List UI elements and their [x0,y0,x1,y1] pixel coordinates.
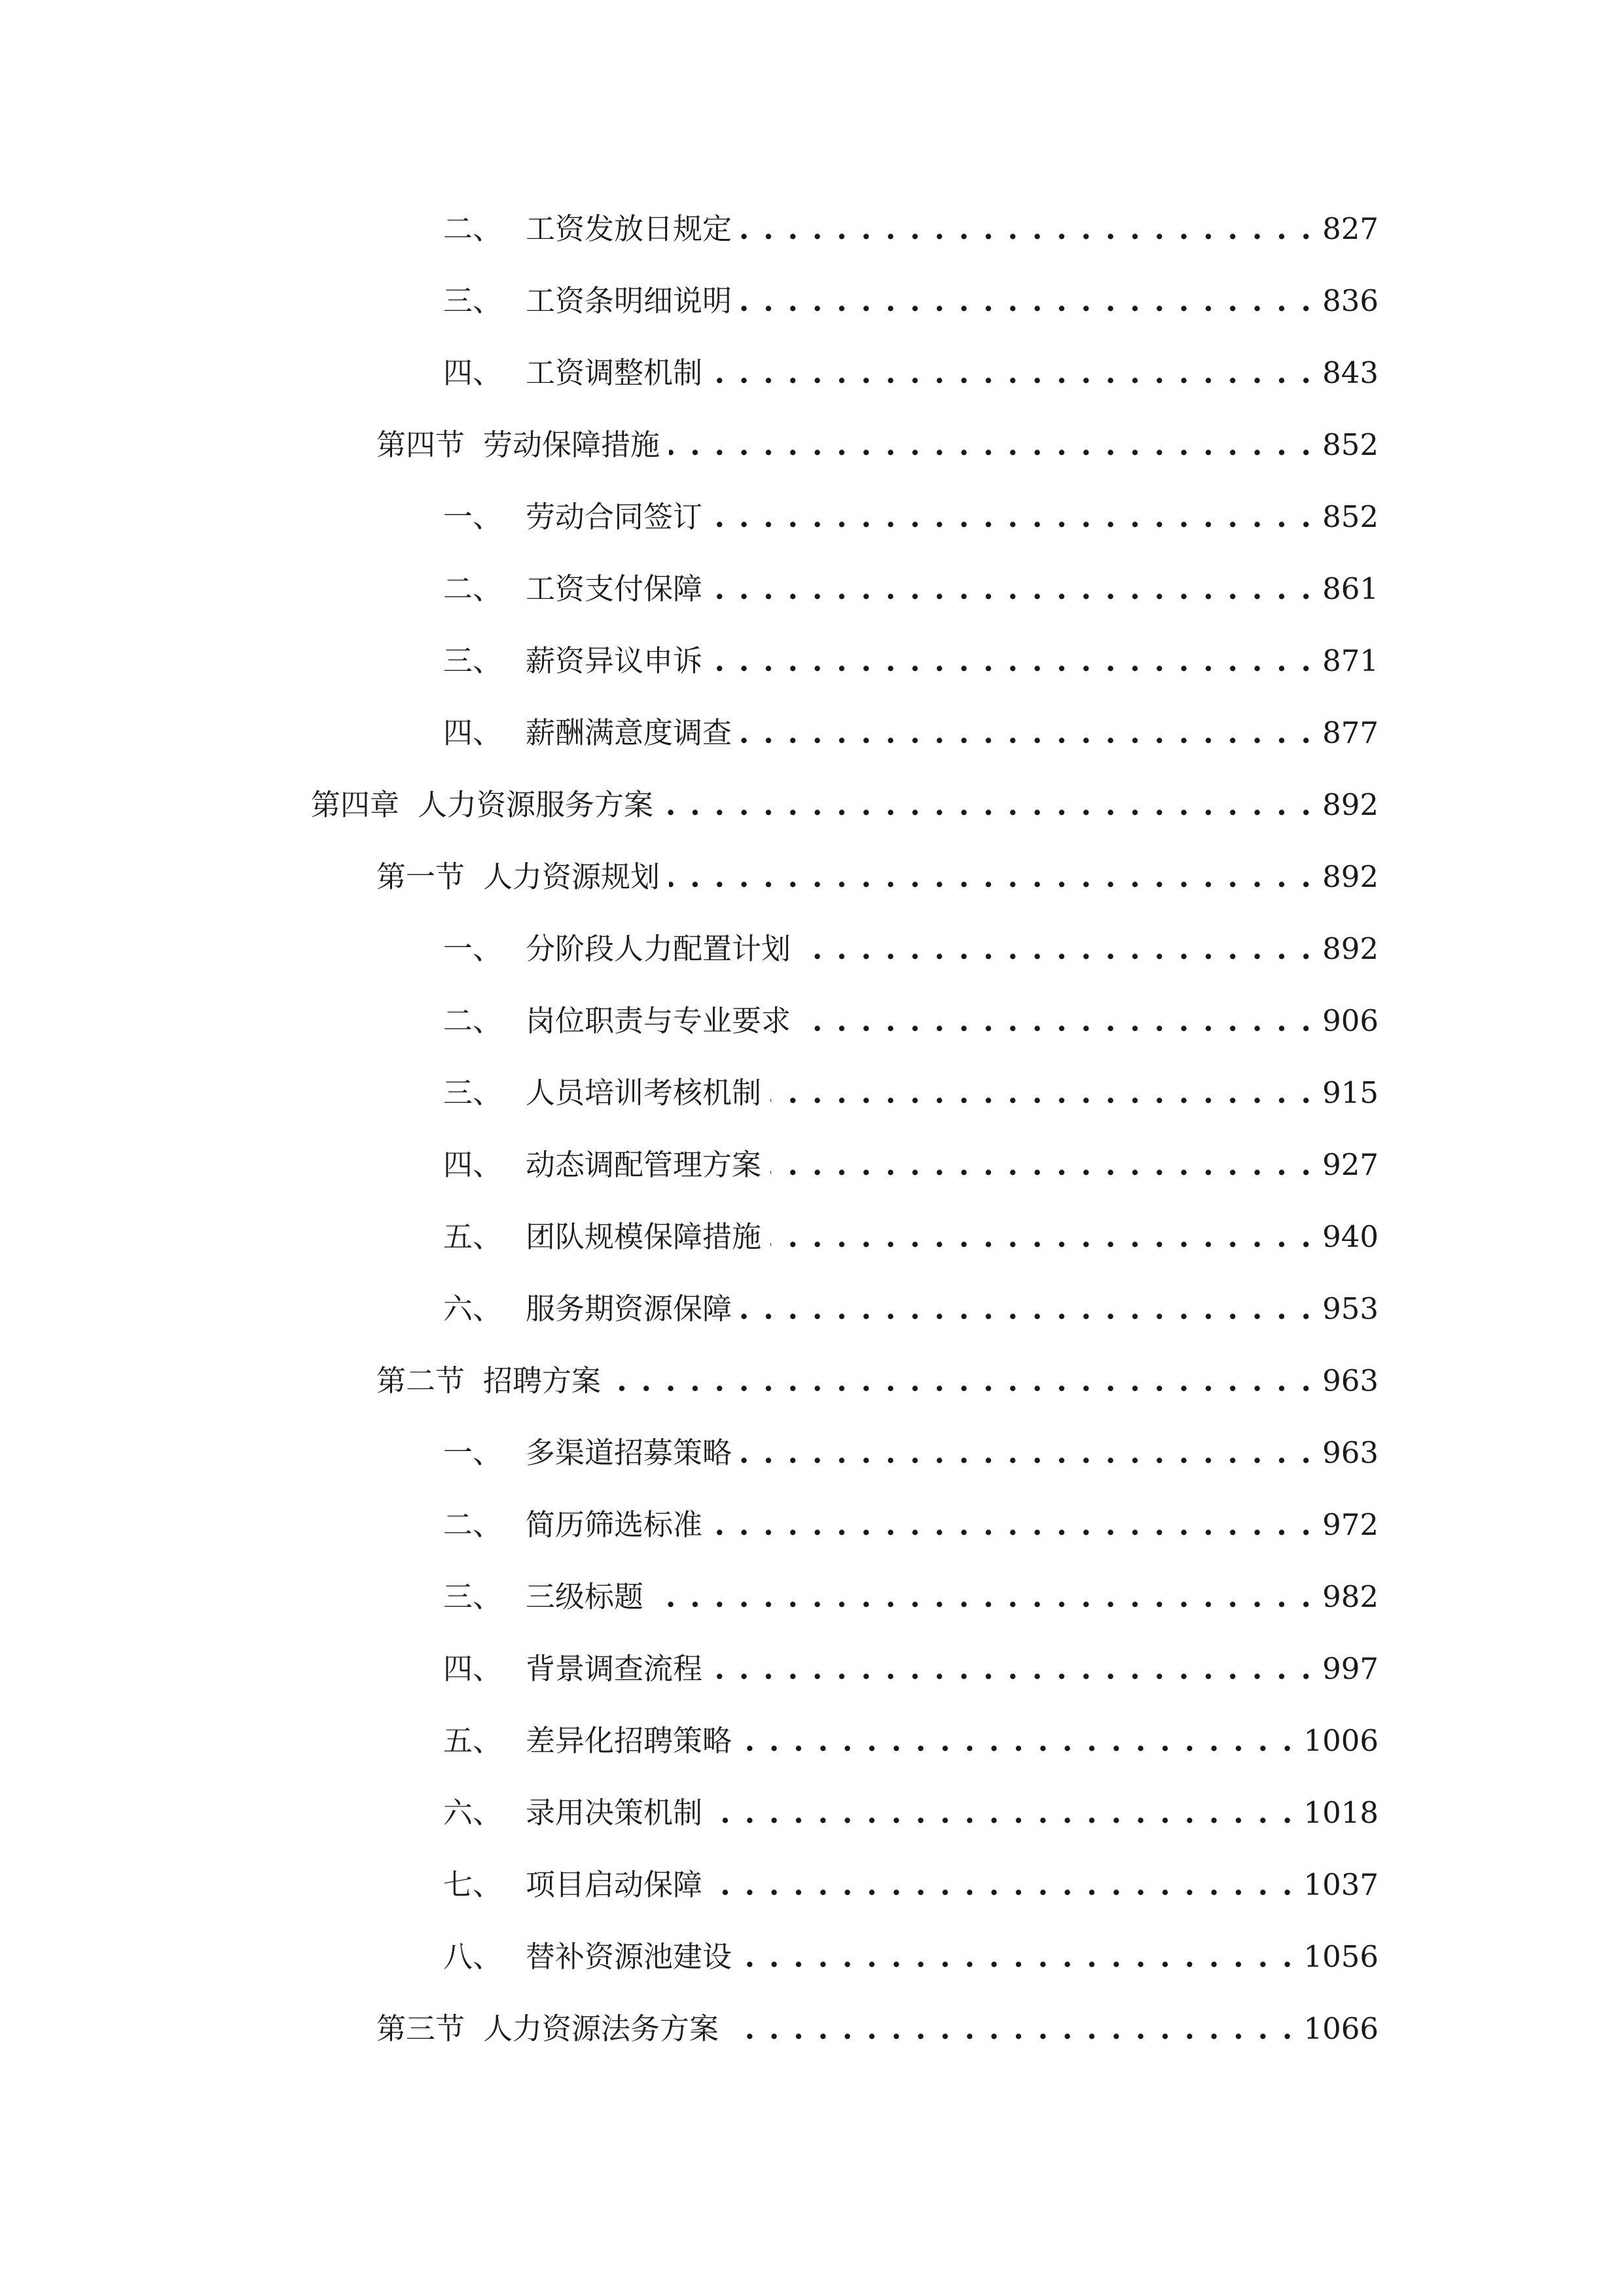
toc-entry-title: 薪资异议申诉 [526,643,703,678]
toc-entry-title: 人员培训考核机制 [526,1075,762,1110]
dot-leader [653,1571,1313,1623]
toc-entry-title: 人力资源法务方案 [483,2011,719,2046]
toc-entry-title: 劳动合同签订 [526,499,703,534]
dot-leader [741,203,1313,255]
toc-entry-page: 915 [1322,1075,1379,1110]
toc-entry[interactable] [443,707,1379,759]
toc-entry-page: 963 [1322,1435,1379,1470]
toc-entry[interactable] [311,779,1379,831]
toc-entry-title: 工资发放日规定 [526,211,732,246]
toc-entry-number: 五、 [443,1723,503,1758]
toc-entry-number: 六、 [443,1291,503,1326]
toc-entry[interactable] [443,563,1379,615]
toc-entry-page: 963 [1322,1363,1379,1398]
toc-entry-number: 三、 [443,283,503,318]
dot-leader [712,491,1313,543]
dot-leader [712,563,1313,615]
toc-entry-page: 1006 [1303,1723,1379,1758]
toc-entry-page: 940 [1322,1219,1379,1254]
toc-entry[interactable] [443,1787,1379,1839]
dot-leader [728,2003,1294,2055]
toc-entry[interactable] [443,1499,1379,1551]
toc-entry-title: 工资调整机制 [526,355,703,390]
toc-entry-number: 三、 [443,1579,503,1614]
toc-entry[interactable] [443,347,1379,399]
toc-entry-title: 差异化招聘策略 [526,1723,732,1758]
toc-entry[interactable] [443,923,1379,975]
toc-entry[interactable] [443,635,1379,687]
toc-entry[interactable] [443,491,1379,543]
toc-entry[interactable] [376,2003,1379,2055]
toc-entry[interactable] [376,851,1379,903]
toc-entry-number: 三、 [443,643,503,678]
toc-entry-page: 892 [1322,931,1379,966]
toc-entry[interactable] [443,1067,1379,1119]
toc-entry-page: 861 [1322,571,1379,606]
toc-entry-page: 997 [1322,1651,1379,1686]
toc-entry-title: 人力资源服务方案 [418,787,654,822]
toc-entry-title: 简历筛选标准 [526,1507,703,1542]
toc-entry-number: 第四节 [376,427,465,462]
dot-leader [800,923,1313,975]
toc-entry[interactable] [443,1427,1379,1479]
toc-entry[interactable] [443,203,1379,255]
toc-entry-number: 二、 [443,1003,503,1038]
toc-entry-page: 972 [1322,1507,1379,1542]
toc-entry-title: 团队规模保障措施 [526,1219,762,1254]
toc-entry-title: 工资支付保障 [526,571,703,606]
toc-entry-number: 第二节 [376,1363,465,1398]
toc-entry-page: 827 [1322,211,1379,246]
dot-leader [712,1787,1294,1839]
toc-entry-page: 852 [1322,499,1379,534]
toc-entry-number: 二、 [443,1507,503,1542]
toc-entry[interactable] [443,1139,1379,1191]
toc-entry-page: 1066 [1303,2011,1379,2046]
dot-leader [669,419,1313,471]
dot-leader [662,779,1313,831]
toc-entry-page: 1018 [1303,1795,1379,1830]
toc-entry-number: 六、 [443,1795,503,1830]
toc-entry-number: 四、 [443,1147,503,1182]
dot-leader [741,1715,1294,1767]
toc-entry-number: 二、 [443,211,503,246]
dot-leader [712,635,1313,687]
toc-entry-number: 第四章 [311,787,400,822]
dot-leader [741,707,1313,759]
toc-entry-title: 薪酬满意度调查 [526,715,732,750]
toc-entry-number: 一、 [443,931,503,966]
toc-entry[interactable] [376,419,1379,471]
dot-leader [610,1355,1313,1407]
toc-entry-page: 906 [1322,1003,1379,1038]
toc-entry-number: 四、 [443,1651,503,1686]
dot-leader [712,347,1313,399]
toc-entry-title: 三级标题 [526,1579,644,1614]
toc-entry-title: 动态调配管理方案 [526,1147,762,1182]
toc-entry-title: 服务期资源保障 [526,1291,732,1326]
dot-leader [669,851,1313,903]
toc-entry[interactable] [443,995,1379,1047]
toc-entry-page: 843 [1322,355,1379,390]
toc-entry[interactable] [443,1643,1379,1695]
toc-entry[interactable] [443,275,1379,327]
toc-entry-title: 工资条明细说明 [526,283,732,318]
toc-entry-number: 一、 [443,1435,503,1470]
toc-entry-page: 1056 [1303,1939,1379,1974]
toc-entry-title: 岗位职责与专业要求 [526,1003,791,1038]
dot-leader [770,1067,1313,1119]
toc-entry-title: 劳动保障措施 [483,427,660,462]
toc-entry[interactable] [443,1859,1379,1911]
dot-leader [770,1211,1313,1263]
toc-entry[interactable] [443,1571,1379,1623]
toc-entry-page: 871 [1322,643,1379,678]
dot-leader [770,1139,1313,1191]
toc-entry-title: 录用决策机制 [526,1795,703,1830]
dot-leader [800,995,1313,1047]
dot-leader [741,275,1313,327]
toc-entry-title: 招聘方案 [483,1363,602,1398]
toc-entry-title: 背景调查流程 [526,1651,703,1686]
toc-entry-page: 836 [1322,283,1379,318]
dot-leader [712,1643,1313,1695]
toc-entry-page: 877 [1322,715,1379,750]
toc-entry-title: 项目启动保障 [526,1867,703,1902]
toc-entry-title: 分阶段人力配置计划 [526,931,791,966]
toc-entry-page: 953 [1322,1291,1379,1326]
toc-entry-number: 三、 [443,1075,503,1110]
dot-leader [741,1931,1294,1983]
toc-entry-page: 892 [1322,859,1379,894]
toc-entry[interactable] [443,1931,1379,1983]
toc-entry-number: 四、 [443,715,503,750]
toc-entry[interactable] [443,1211,1379,1263]
toc-entry-title: 多渠道招募策略 [526,1435,732,1470]
toc-entry-number: 第一节 [376,859,465,894]
toc-entry-number: 一、 [443,499,503,534]
toc-entry[interactable] [443,1283,1379,1335]
toc-entry-number: 四、 [443,355,503,390]
toc-entry-title: 人力资源规划 [483,859,660,894]
dot-leader [741,1427,1313,1479]
toc-entry-title: 替补资源池建设 [526,1939,732,1974]
toc-entry-page: 892 [1322,787,1379,822]
toc-entry-page: 852 [1322,427,1379,462]
toc-entry-number: 七、 [443,1867,503,1902]
toc-entry-page: 927 [1322,1147,1379,1182]
dot-leader [712,1499,1313,1551]
toc-entry-page: 1037 [1303,1867,1379,1902]
toc-entry[interactable] [376,1355,1379,1407]
toc-entry[interactable] [443,1715,1379,1767]
dot-leader [741,1283,1313,1335]
toc-entry-page: 982 [1322,1579,1379,1614]
toc-entry-number: 二、 [443,571,503,606]
toc-entry-number: 第三节 [376,2011,465,2046]
dot-leader [712,1859,1294,1911]
toc-entry-number: 八、 [443,1939,503,1974]
toc-entry-number: 五、 [443,1219,503,1254]
